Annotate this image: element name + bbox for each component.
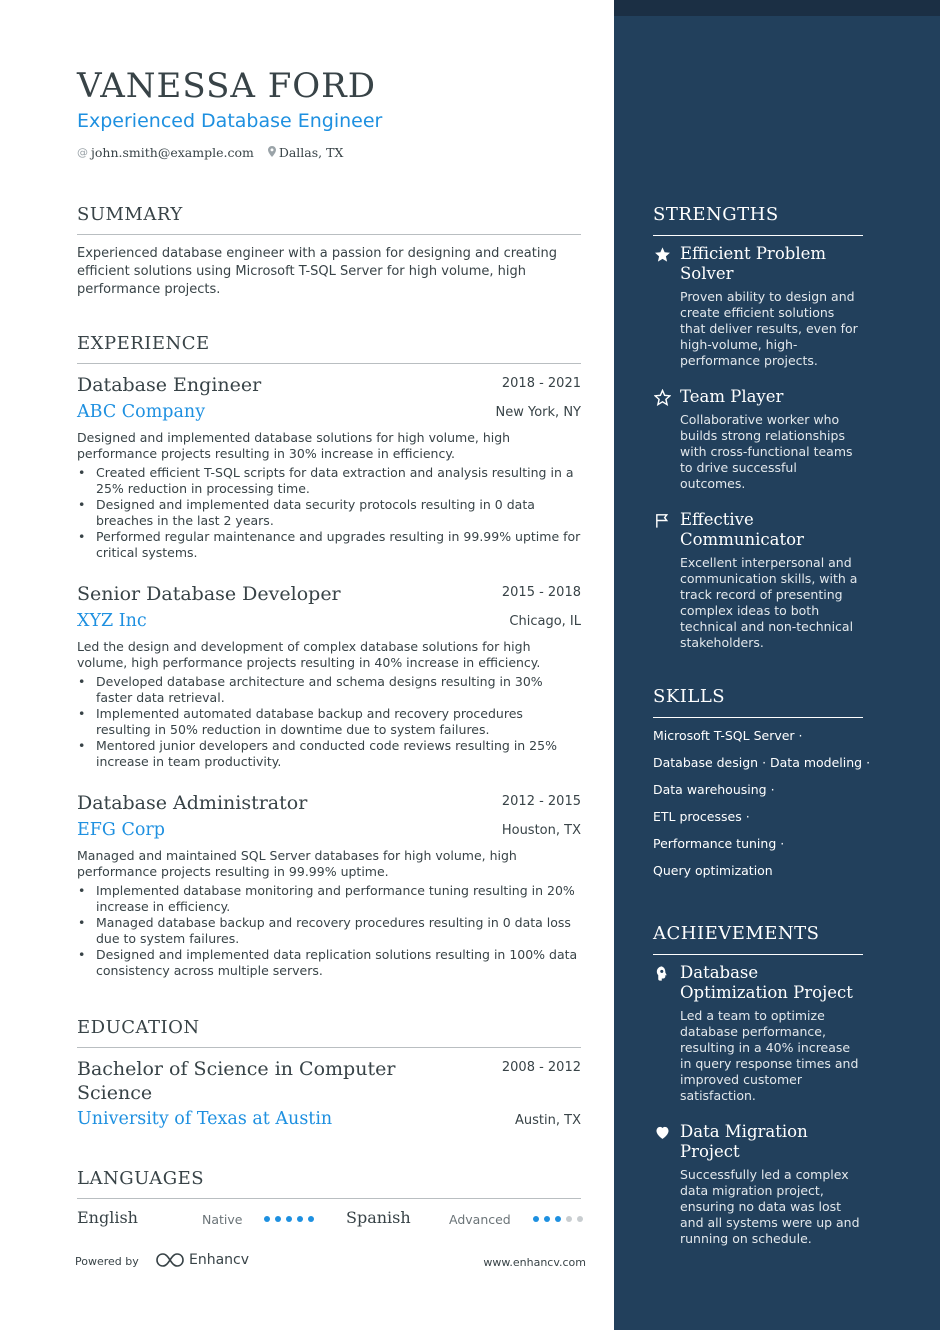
job-bullets [77, 465, 581, 561]
strength-title: Team Player [680, 387, 784, 406]
education-degree: Bachelor of Science in Computer Science [77, 1058, 396, 1104]
language-name: English [77, 1208, 138, 1227]
achievement-title: Database Optimization Project [680, 963, 853, 1002]
achievement-item [653, 1122, 863, 1247]
proficiency-dot-empty [566, 1216, 572, 1222]
skill-item: Microsoft T-SQL Server · [653, 728, 803, 743]
proficiency-dot-filled [264, 1216, 270, 1222]
job-bullet: • Mentored junior developers and conducted code reviews resulting in 25% increase in team productivity. [77, 738, 581, 770]
achievements-heading: ACHIEVEMENTS [653, 923, 820, 944]
sidebar-top-bar [614, 0, 940, 16]
proficiency-dot-filled [286, 1216, 292, 1222]
languages-divider [77, 1198, 581, 1199]
job-company[interactable]: ABC Company [77, 402, 206, 422]
strengths-divider [653, 235, 863, 236]
education-heading: EDUCATION [77, 1017, 200, 1038]
job-description: Designed and implemented database solutions for high volume, high performance projects resulting in 30% increase in efficiency. [77, 430, 511, 461]
location-text: Dallas, TX [278, 145, 344, 160]
skill-label: Query optimization [653, 863, 773, 878]
job-dates: 2012 - 2015 [501, 794, 581, 809]
enhancv-logo-icon [155, 1252, 185, 1268]
skill-item: Performance tuning · [653, 836, 785, 851]
strength-item [653, 510, 863, 651]
strength-title: Effective Communicator [680, 510, 804, 549]
strength-text: Collaborative worker who builds strong relationships with cross-functional teams to drive successful outcomes. [680, 412, 853, 491]
education-school[interactable]: University of Texas at Austin [77, 1109, 333, 1129]
job-dates: 2015 - 2018 [501, 585, 581, 600]
achievements-divider [653, 954, 863, 955]
email-item[interactable] [77, 145, 254, 160]
summary-divider [77, 234, 581, 235]
language-name: Spanish [346, 1208, 411, 1227]
strength-title: Efficient Problem Solver [680, 244, 827, 283]
job-entry [77, 374, 581, 561]
language-proficiency-dots [264, 1216, 319, 1222]
candidate-title: Experienced Database Engineer [77, 110, 383, 132]
skill-item [653, 863, 773, 878]
proficiency-dot-empty [577, 1216, 583, 1222]
language-proficiency-dots [533, 1216, 588, 1222]
job-role: Database Administrator [77, 792, 308, 814]
enhancv-logo[interactable] [155, 1252, 249, 1268]
job-location: Houston, TX [501, 823, 581, 838]
strength-item [653, 244, 863, 369]
strength-text: Proven ability to design and create efficient solutions that deliver results, even for high-volume, high-performance projects. [680, 289, 858, 368]
skill-label: Microsoft T-SQL Server [653, 728, 795, 743]
education-divider [77, 1047, 581, 1048]
job-bullets [77, 883, 581, 979]
proficiency-dot-filled [533, 1216, 539, 1222]
heart-icon [653, 1124, 671, 1142]
job-company[interactable]: EFG Corp [77, 820, 165, 840]
summary-heading: SUMMARY [77, 204, 183, 225]
star-outline-icon [653, 389, 671, 407]
job-bullet: • Designed and implemented data replication solutions resulting in 100% data consistency across multiple servers. [77, 947, 581, 979]
job-bullets [77, 674, 581, 770]
skills-heading: SKILLS [653, 686, 726, 707]
proficiency-dot-filled [555, 1216, 561, 1222]
skills-divider [653, 717, 863, 718]
skill-label: Performance tuning [653, 836, 777, 851]
skill-label: Data modeling [770, 755, 863, 770]
at-icon: @ [77, 146, 88, 159]
job-description: Led the design and development of complex database solutions for high volume, high performance projects resulting in 40% increase in efficiency. [77, 639, 541, 670]
summary-text: Experienced database engineer with a passion for designing and creating efficient solutions using Microsoft T-SQL Server for high volume, high performance projects. [77, 246, 557, 297]
job-entry [77, 583, 581, 770]
brain-icon [653, 965, 671, 983]
job-location: Chicago, IL [509, 614, 581, 629]
experience-divider [77, 363, 581, 364]
education-dates: 2008 - 2012 [501, 1060, 581, 1075]
strengths-heading: STRENGTHS [653, 204, 779, 225]
achievement-text: Led a team to optimize database performance, resulting in a 40% increase in query response times and improved customer satisfaction. [680, 1008, 859, 1103]
job-bullet: • Implemented automated database backup and recovery procedures resulting in 50% reduction in downtime due to system failures. [77, 706, 581, 738]
education-location: Austin, TX [515, 1113, 581, 1128]
languages-heading: LANGUAGES [77, 1168, 205, 1189]
email-text: john.smith@example.com [91, 145, 254, 160]
education-entry [77, 1057, 581, 1129]
job-bullet: • Developed database architecture and schema designs resulting in 30% faster data retrieval. [77, 674, 581, 706]
job-bullet: • Managed database backup and recovery procedures resulting in 0 data loss due to system failures. [77, 915, 581, 947]
job-role: Senior Database Developer [77, 583, 341, 605]
location-item [268, 145, 344, 160]
candidate-name: VANESSA FORD [77, 66, 377, 106]
footer-url[interactable]: www.enhancv.com [483, 1256, 586, 1269]
job-location: New York, NY [495, 405, 581, 420]
skill-label: Data warehousing [653, 782, 767, 797]
job-bullet: • Implemented database monitoring and performance tuning resulting in 20% increase in efficiency. [77, 883, 581, 915]
skill-label: ETL processes [653, 809, 742, 824]
skill-item: Database design · Data modeling · [653, 755, 871, 770]
location-pin-icon [268, 146, 276, 160]
strength-item [653, 387, 863, 492]
job-bullet: • Performed regular maintenance and upgrades resulting in 99.99% uptime for critical systems. [77, 529, 581, 561]
strength-text: Excellent interpersonal and communication skills, with a track record of presenting complex ideas to both technical and non-technical stakeholders. [680, 555, 858, 650]
achievement-item [653, 963, 863, 1104]
job-dates: 2018 - 2021 [501, 376, 581, 391]
proficiency-dot-filled [544, 1216, 550, 1222]
job-bullet: • Created efficient T-SQL scripts for data extraction and analysis resulting in a 25% reduction in processing time. [77, 465, 581, 497]
enhancv-brand-text: Enhancv [189, 1252, 250, 1268]
proficiency-dot-filled [308, 1216, 314, 1222]
job-description: Managed and maintained SQL Server databases for high volume, high performance projects resulting in 99.99% uptime. [77, 848, 517, 879]
star-filled-icon [653, 246, 671, 264]
achievement-text: Successfully led a complex data migration project, ensuring no data was lost and all systems were up and running on schedule. [680, 1167, 860, 1246]
experience-heading: EXPERIENCE [77, 333, 210, 354]
achievement-title: Data Migration Project [680, 1122, 808, 1161]
powered-by-text: Powered by [75, 1255, 139, 1268]
job-entry [77, 792, 581, 979]
skill-item: ETL processes · [653, 809, 750, 824]
language-level: Advanced [449, 1212, 511, 1227]
proficiency-dot-filled [275, 1216, 281, 1222]
job-bullet: • Designed and implemented data security protocols resulting in 0 data breaches in the last 2 years. [77, 497, 581, 529]
job-role: Database Engineer [77, 374, 262, 396]
language-level: Native [202, 1212, 243, 1227]
skill-label: Database design [653, 755, 759, 770]
contact-info [77, 145, 357, 160]
skill-item: Data warehousing · [653, 782, 775, 797]
languages-list [77, 1208, 581, 1232]
flag-icon [653, 512, 671, 530]
job-company[interactable]: XYZ Inc [77, 611, 147, 631]
footer [75, 1252, 586, 1271]
proficiency-dot-filled [297, 1216, 303, 1222]
